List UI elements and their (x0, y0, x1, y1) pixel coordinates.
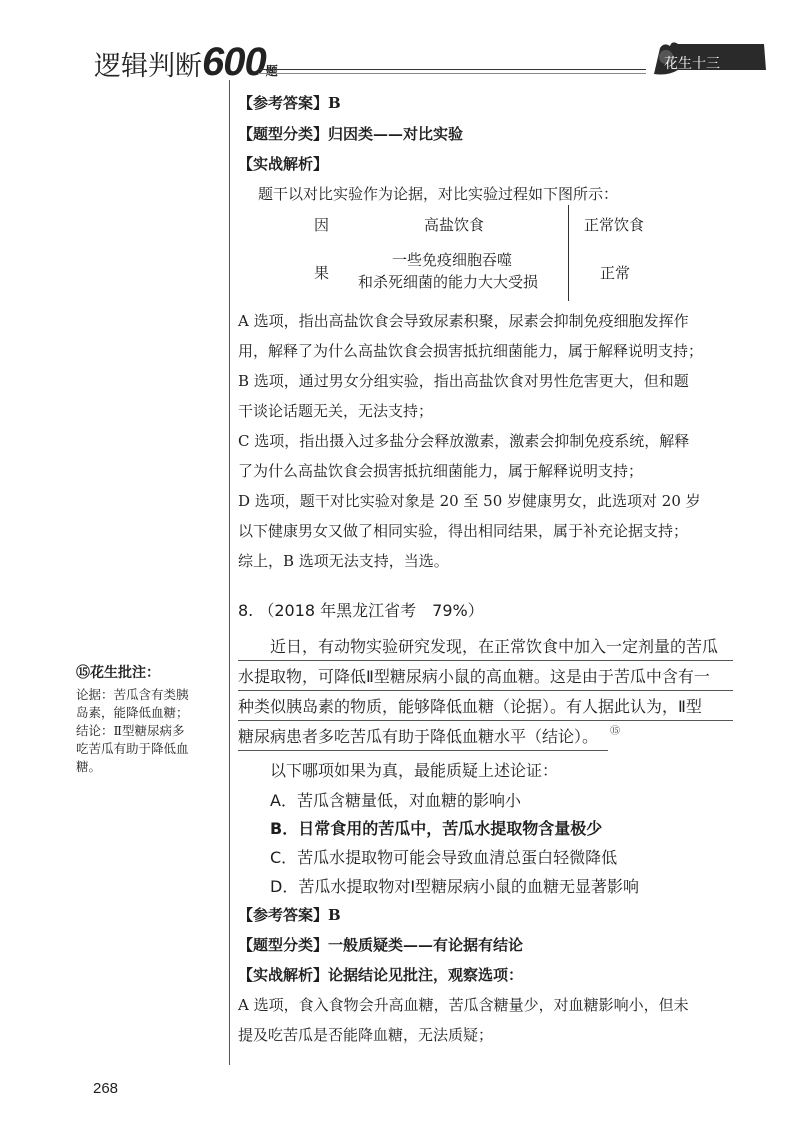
category-label: 【题型分类】归因类——对比实验 (238, 125, 464, 143)
analysis-line: D 选项，题干对比实验对象是 20 至 50 岁健康男女，此选项对 20 岁 (238, 492, 701, 510)
analysis-line: 干谈论话题无关，无法支持； (238, 402, 434, 420)
figure-group1-cause: 高盐饮食 (424, 216, 485, 234)
passage-underline (238, 720, 733, 721)
side-note-title: ⑮花生批注： (76, 665, 160, 681)
analysis-line-2: 提及吃苦瓜是否能降血糖，无法质疑； (238, 1026, 494, 1044)
passage-underline (238, 750, 608, 751)
side-note-line: 论据：苦瓜含有类胰 (76, 687, 189, 702)
analysis-line: B 选项，通过男女分组实验，指出高盐饮食对男性危害更大，但和题 (238, 372, 689, 390)
figure-cause-label: 因 (314, 216, 330, 234)
passage-underline (238, 690, 733, 691)
footnote-mark: ⑮ (610, 726, 620, 737)
analysis-heading-2: 【实战解析】论据结论见批注，观察选项： (238, 966, 524, 984)
analysis-line: 综上，B 选项无法支持，当选。 (238, 552, 449, 570)
analysis-line: 了为什么高盐饮食会损害抵抗细菌能力，属于解释说明支持； (238, 462, 644, 480)
category-label-2: 【题型分类】一般质疑类——有论据有结论 (238, 936, 524, 954)
question-header: 8. （2018 年黑龙江省考 79%） (238, 601, 484, 620)
page-number: 268 (93, 1080, 119, 1097)
side-note-line: 吃苦瓜有助于降低血 (76, 741, 189, 756)
analysis-line: A 选项，指出高盐饮食会导致尿素积聚，尿素会抑制免疫细胞发挥作 (238, 312, 689, 330)
book-title-suffix: 题 (265, 64, 278, 78)
header-rule-thin (258, 73, 646, 74)
passage-line: 种类似胰岛素的物质，能够降低血糖（论据）。有人据此认为，Ⅱ型 (238, 697, 702, 716)
analysis-heading: 【实战解析】 (238, 155, 329, 173)
option-d: D．苦瓜水提取物对Ⅰ型糖尿病小鼠的血糖无显著影响 (270, 877, 640, 896)
book-title-prefix: 逻辑判断 (94, 51, 202, 81)
option-a: A．苦瓜含糖量低，对血糖的影响小 (270, 791, 521, 810)
header-rule (258, 69, 646, 70)
passage-line: 糖尿病患者多吃苦瓜有助于降低血糖水平（结论）。 (238, 727, 599, 746)
side-note-line: 糖。 (76, 759, 102, 774)
answer-label: 【参考答案】B (238, 94, 341, 112)
passage-underline (238, 660, 733, 661)
figure-group1-effect-2: 和杀死细菌的能力大大受损 (358, 273, 539, 291)
option-c: C．苦瓜水提取物可能会导致血清总蛋白轻微降低 (270, 848, 618, 867)
side-note-line: 结论：Ⅱ型糖尿病多 (76, 723, 185, 738)
analysis-line: 以下健康男女又做了相同实验，得出相同结果，属于补充论据支持； (238, 522, 689, 540)
figure-effect-label: 果 (314, 264, 330, 282)
figure-divider (568, 205, 569, 301)
margin-rule (229, 80, 230, 1065)
analysis-intro: 题干以对比实验作为论据，对比实验过程如下图所示： (258, 185, 619, 203)
book-title-number: 600 (202, 40, 266, 84)
analysis-line-2: A 选项，食入食物会升高血糖，苦瓜含糖量少，对血糖影响小，但未 (238, 996, 689, 1014)
book-title (94, 40, 278, 85)
question-prompt: 以下哪项如果为真，最能质疑上述论证： (270, 761, 559, 780)
option-b: B．日常食用的苦瓜中，苦瓜水提取物含量极少 (270, 819, 603, 838)
brand-badge-text: 花生十三 (664, 55, 720, 71)
passage-line: 水提取物，可降低Ⅱ型糖尿病小鼠的高血糖。这是由于苦瓜中含有一 (238, 667, 710, 686)
analysis-line: 用，解释了为什么高盐饮食会损害抵抗细菌能力，属于解释说明支持； (238, 342, 704, 360)
side-note-line: 岛素，能降低血糖； (76, 705, 189, 720)
figure-group2-cause: 正常饮食 (584, 216, 645, 234)
figure-group1-effect-1: 一些免疫细胞吞噬 (392, 251, 513, 269)
answer-label-2: 【参考答案】B (238, 906, 341, 924)
figure-group2-effect: 正常 (600, 264, 631, 282)
passage-line: 近日，有动物实验研究发现，在正常饮食中加入一定剂量的苦瓜 (270, 637, 719, 656)
analysis-line: C 选项，指出摄入过多盐分会释放激素，激素会抑制免疫系统，解释 (238, 432, 690, 450)
